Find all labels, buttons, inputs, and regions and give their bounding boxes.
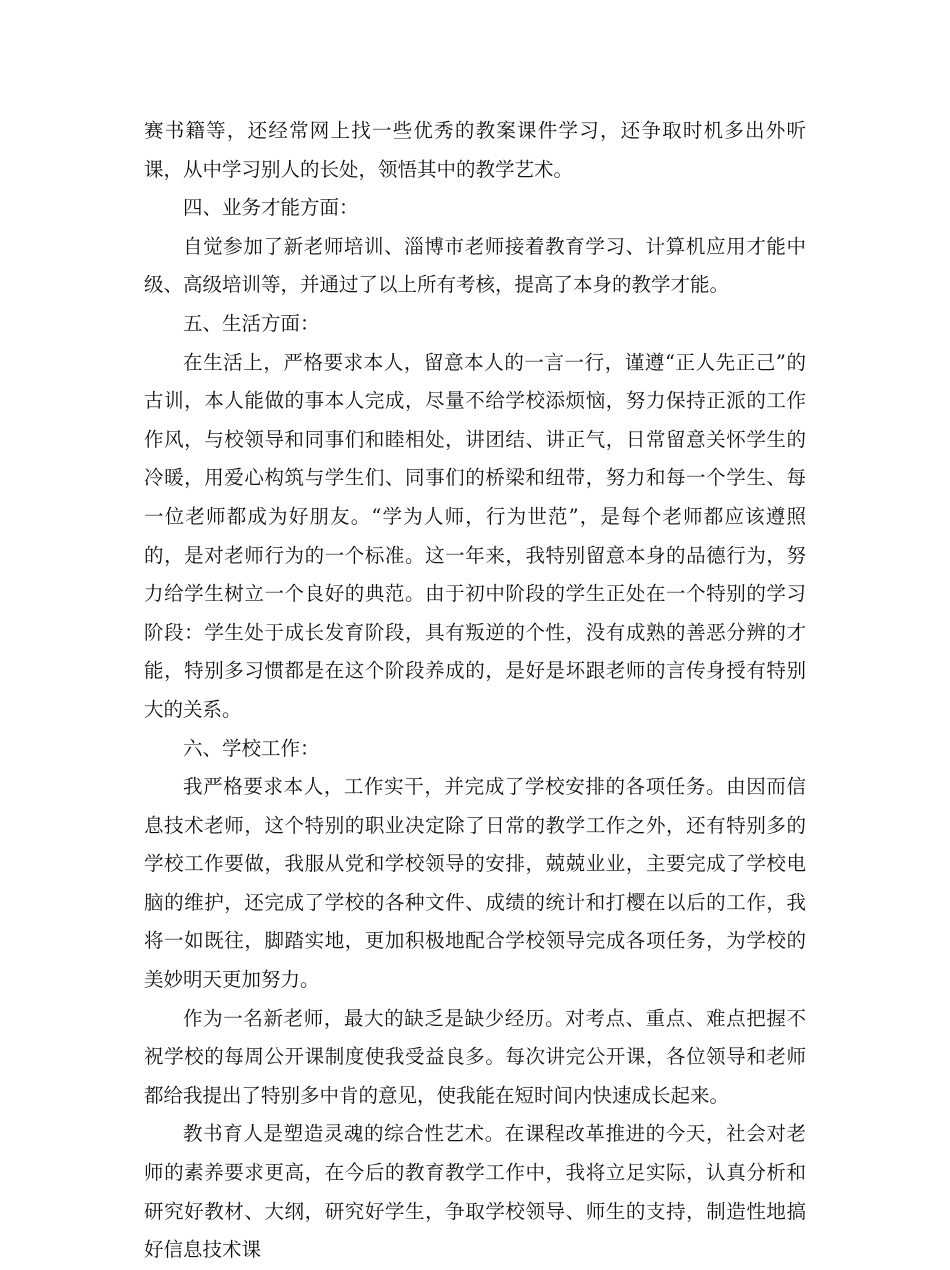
paragraph-life: 在生活上，严格要求本人，留意本人的一言一行，谨遵“正人先正己”的古训，本人能做的事本人完成，尽量不给学校添烦恼，努力保持正派的工作作风，与校领导和同事们和睦相处，讲团结、讲正气，日常留意关怀学生的冷暖，用爱心构筑与学生们、同事们的桥梁和纽带，努力和每一个学生、每一位老师都成为好朋友。“学为人师，行为世范”，是每个老师都应该遵照的，是对老师行为的一个标准。这一年来，我特别留意本身的品德行为，努力给学生树立一个良好的典范。由于初中阶段的学生正处在一个特别的学习阶段：学生处于成长发育阶段，具有叛逆的个性，没有成熟的善恶分辨的才能，特别多习惯都是在这个阶段养成的，是好是坏跟老师的言传身授有特别大的关系。: [144, 350, 806, 721]
paragraph-education-art: 教书育人是塑造灵魂的综合性艺术。在课程改革推进的今天，社会对老师的素养要求更高，在今后的教育教学工作中，我将立足实际，认真分析和研究好教材、大纲，研究好学生，争取学校领导、师生的支持，制造性地搞好信息技术课: [144, 1122, 806, 1262]
paragraph-business-ability: 自觉参加了新老师培训、淄博市老师接着教育学习、计算机应用才能中级、高级培训等，并通过了以上所有考核，提高了本身的教学才能。: [144, 234, 806, 297]
heading-business-ability: 四、业务才能方面：: [183, 196, 359, 220]
heading-school-work: 六、学校工作：: [183, 736, 320, 760]
paragraph-teaching-study-continued: 赛书籍等，还经常网上找一些优秀的教案课件学习，还争取时机多出外听课，从中学习别人的长处，领悟其中的教学艺术。: [144, 119, 806, 181]
heading-life: 五、生活方面：: [183, 311, 320, 335]
paragraph-new-teacher: 作为一名新老师，最大的缺乏是缺少经历。对考点、重点、难点把握不祝学校的每周公开课制度使我受益良多。每次讲完公开课，各位领导和老师都给我提出了特别多中肯的意见，使我能在短时间内快速成长起来。: [144, 1006, 806, 1107]
paragraph-school-work: 我严格要求本人，工作实干，并完成了学校安排的各项任务。由因而信息技术老师，这个特别的职业决定除了日常的教学工作之外，还有特别多的学校工作要做，我服从党和学校领导的安排，兢兢业业，主要完成了学校电脑的维护，还完成了学校的各种文件、成绩的统计和打樱在以后的工作，我将一如既往，脚踏实地，更加积极地配合学校领导完成各项任务，为学校的美妙明天更加努力。: [144, 775, 806, 992]
document-page: [144, 112, 806, 1270]
